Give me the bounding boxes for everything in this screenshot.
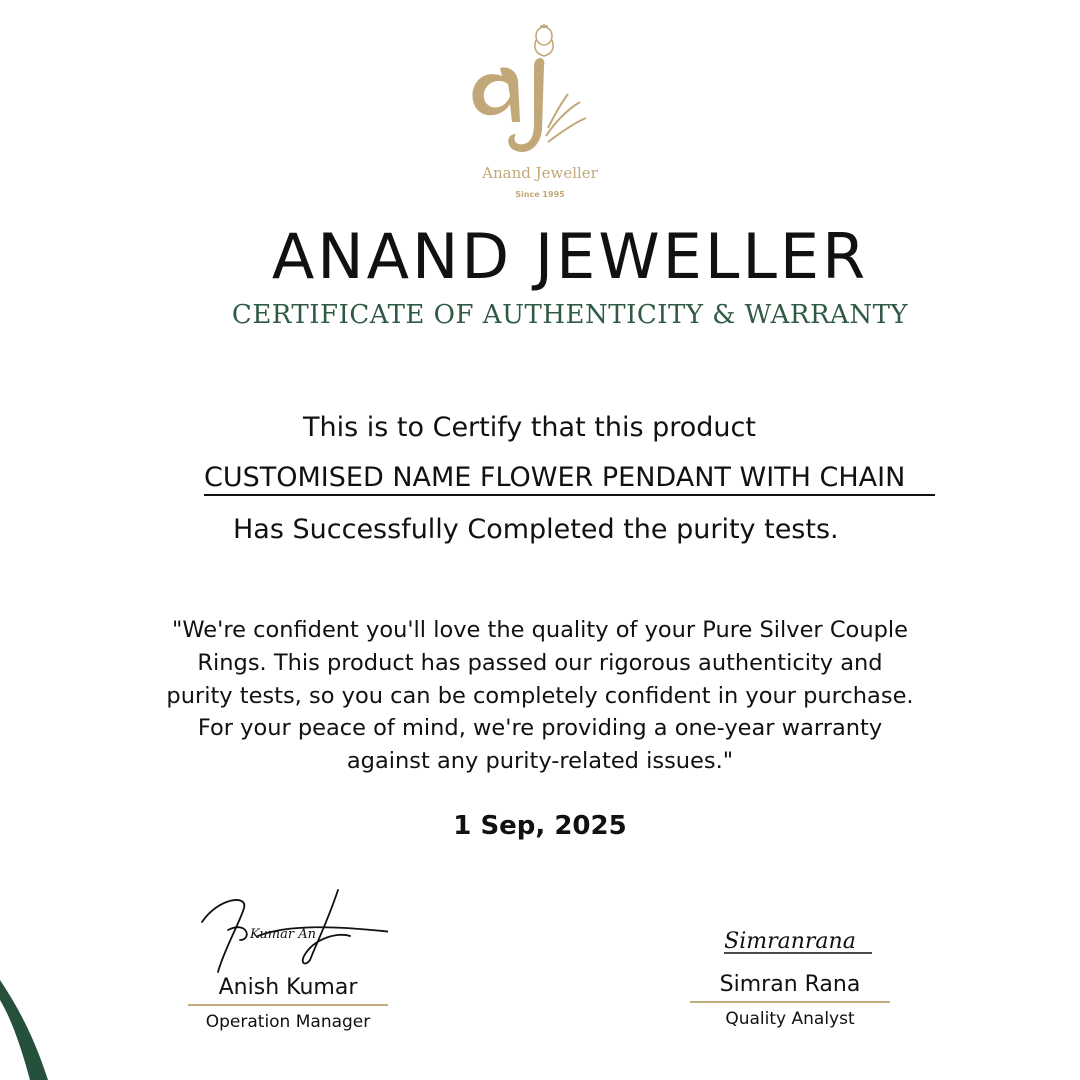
brand-logo: [440, 18, 640, 203]
quote-line: Rings. This product has passed our rigorous authenticity and: [197, 649, 883, 676]
handwritten-signature-simranrana: [690, 920, 890, 960]
signatory-name: Simran Rana: [719, 972, 861, 997]
corner-swoosh-decoration: [0, 960, 80, 1080]
brand-logo-since: Since 1995: [515, 190, 565, 199]
quote-line: against any purity-related issues.": [346, 748, 734, 775]
handwritten-signature-kumar: [188, 880, 388, 975]
quote-line: purity tests, so you can be completely confident in your purchase.: [166, 682, 914, 709]
certify-statement: This is to Certify that this product: [303, 412, 756, 443]
certificate-date: 1 Sep, 2025: [453, 811, 627, 841]
signatory-role: Operation Manager: [205, 1012, 371, 1032]
signatory-name: Anish Kumar: [218, 975, 358, 1000]
warranty-quote: [130, 614, 950, 778]
signature-divider: [188, 1004, 388, 1006]
quote-line: For your peace of mind, we're providing a one-year warranty: [197, 715, 883, 742]
quote-line: "We're confident you'll love the quality of your Pure Silver Couple: [172, 617, 908, 643]
brand-logo-name: Anand Jeweller: [482, 164, 598, 182]
signature-block-quality-analyst: [690, 920, 890, 1029]
signature-block-operation-manager: [188, 880, 388, 1032]
product-name: CUSTOMISED NAME FLOWER PENDANT WITH CHAIN: [204, 462, 935, 496]
signature-script-text: Kumar An: [250, 927, 316, 942]
certificate-subtitle: CERTIFICATE OF AUTHENTICITY & WARRANTY: [231, 300, 909, 330]
signatory-role: Quality Analyst: [725, 1009, 855, 1029]
aj-monogram-logo: [440, 18, 640, 203]
completion-statement: Has Successfully Completed the purity tests.: [233, 514, 839, 545]
page-title: ANAND JEWELLER: [271, 220, 869, 293]
signature-script-text: Simranrana: [724, 929, 856, 954]
signature-divider: [690, 1001, 890, 1003]
